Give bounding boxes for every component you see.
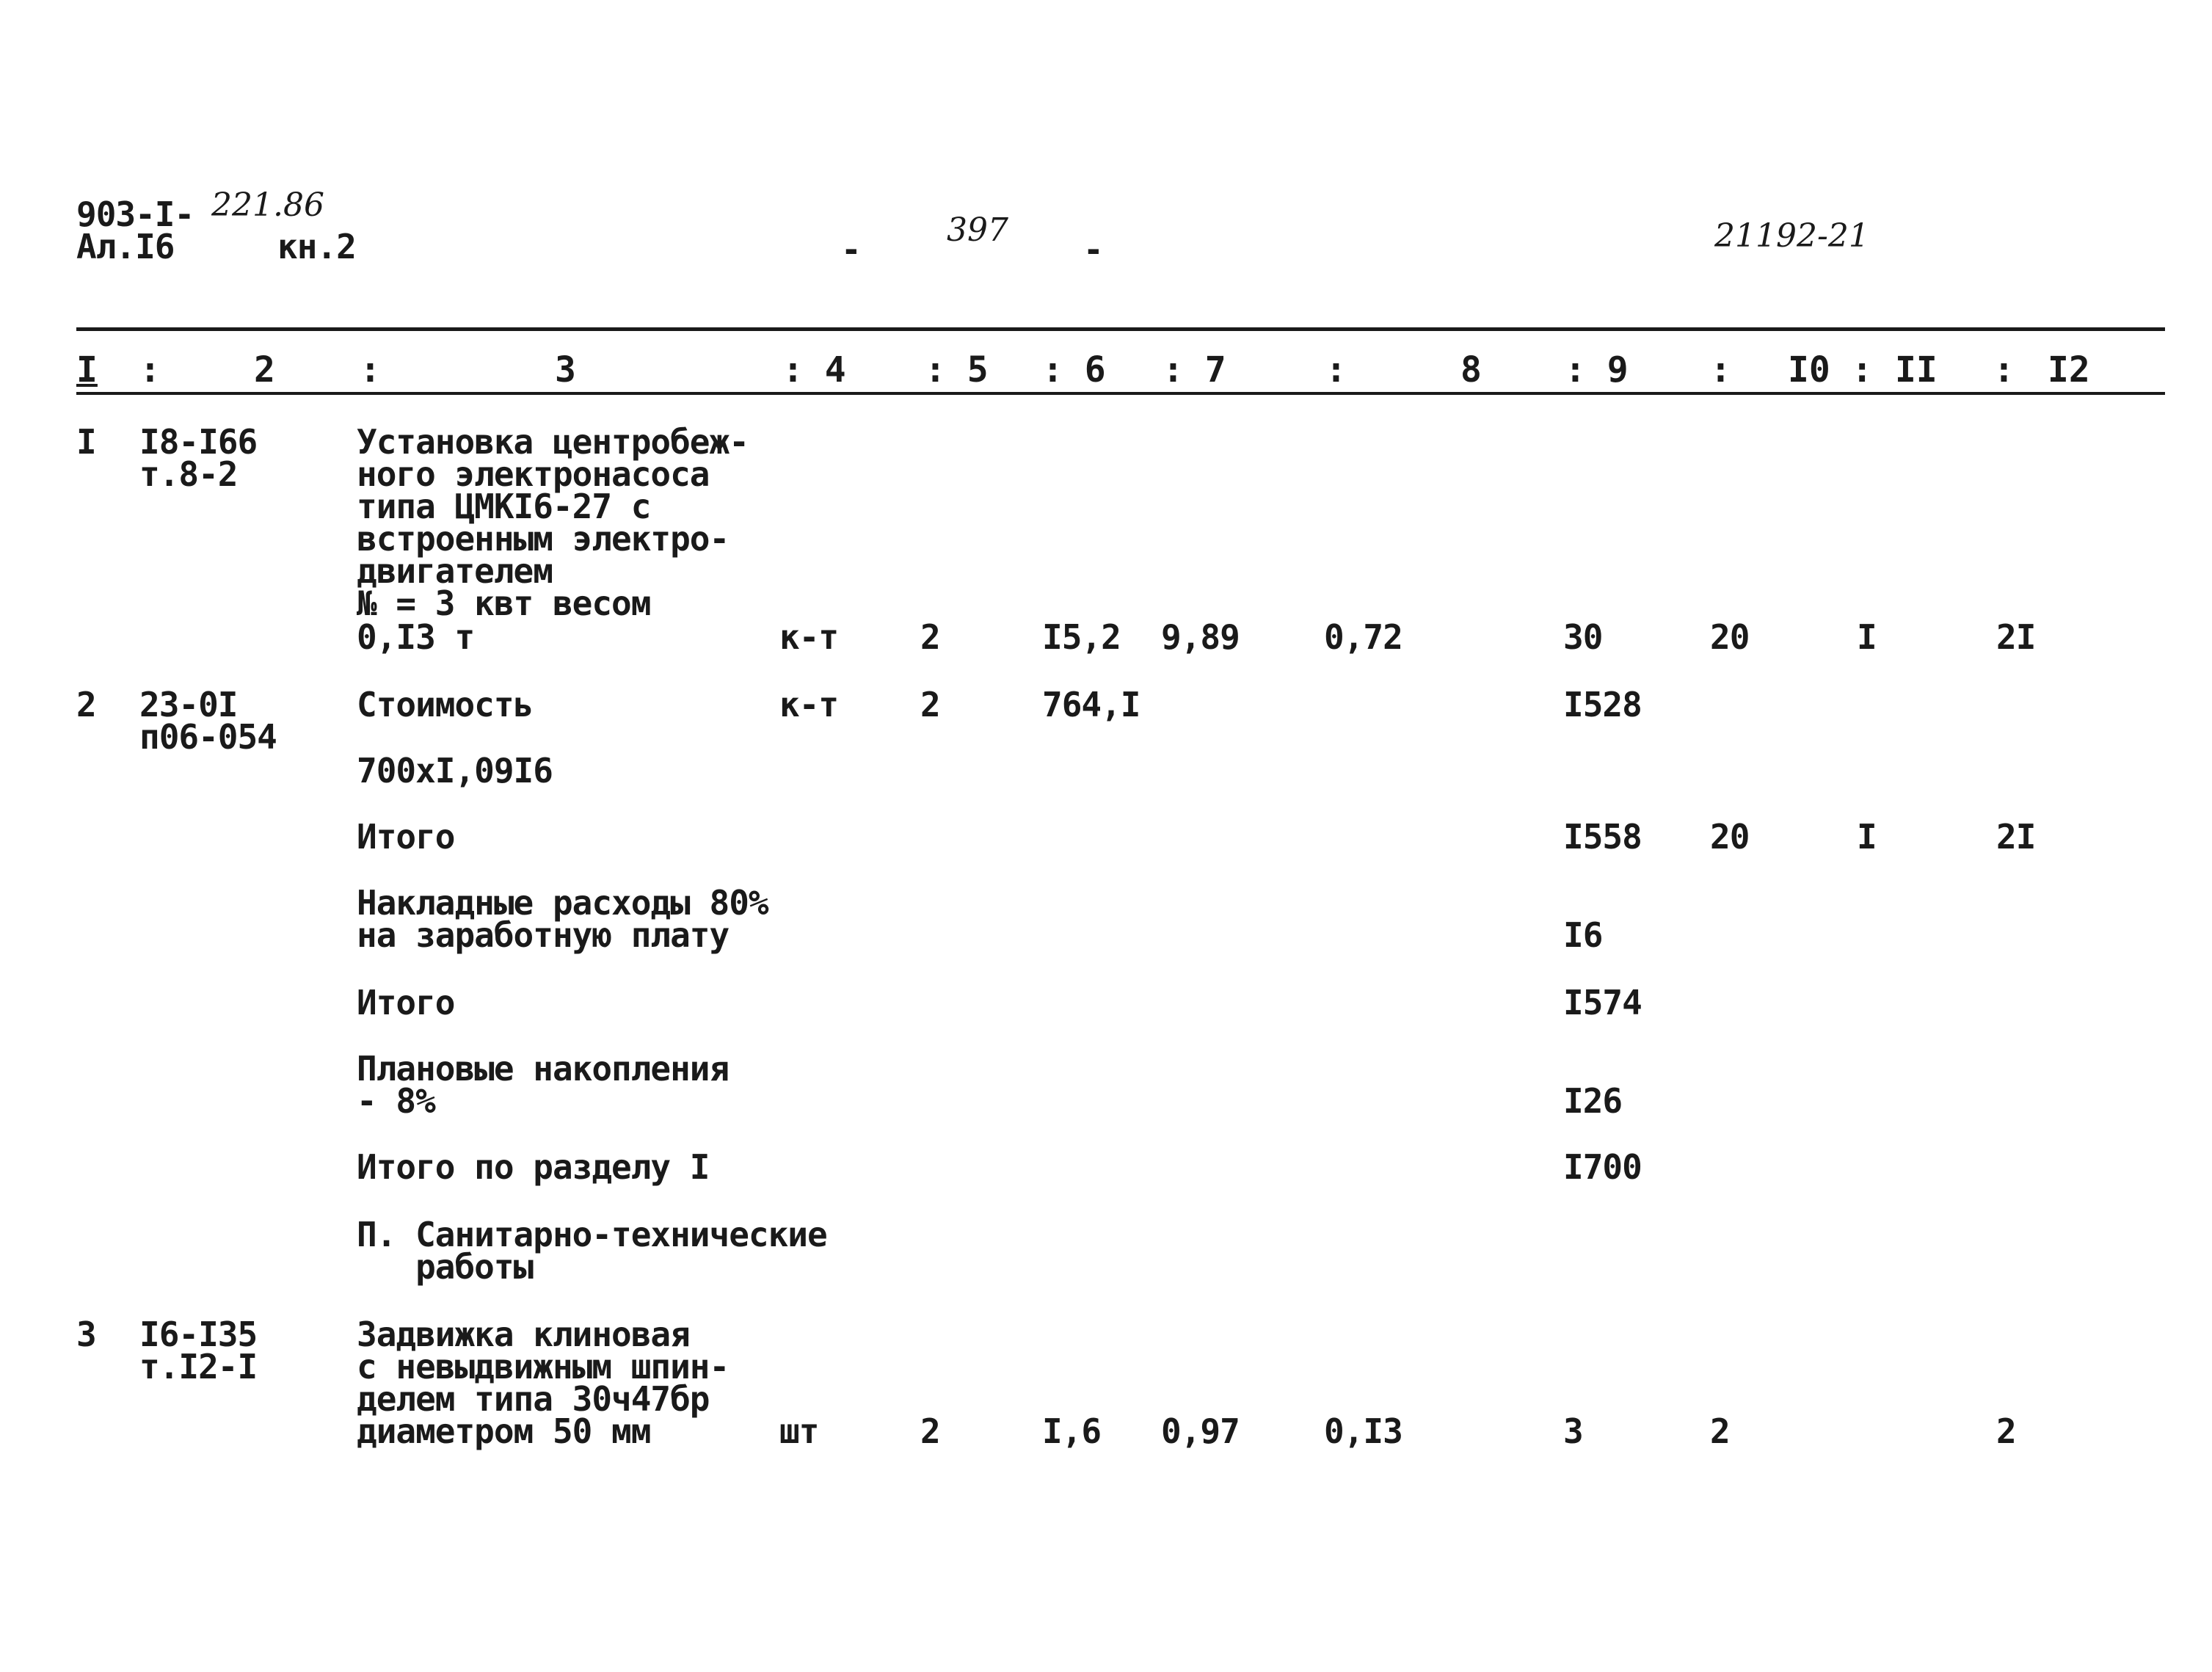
book-label: кн.2: [277, 227, 356, 266]
row-qty: 2: [920, 685, 940, 724]
doc-number: 21192-21: [1714, 217, 1869, 255]
row-code: т.I2-I: [139, 1347, 258, 1386]
col-header-1: I: [76, 349, 98, 390]
summary-col12: 2I: [1996, 817, 2036, 857]
row-qty: 2: [920, 617, 940, 657]
col-header-11: II: [1895, 349, 1938, 390]
col-header-sep: :: [139, 349, 161, 390]
summary-label: - 8%: [357, 1081, 435, 1121]
row-col7: 0,97: [1161, 1411, 1240, 1451]
summary-label: Итого: [357, 817, 455, 857]
row-col6: 764,I: [1042, 685, 1140, 724]
summary-label: Итого: [357, 983, 455, 1022]
row-description: № = 3 квт весом: [357, 584, 651, 623]
header-rule: [76, 392, 2165, 395]
summary-col9: I574: [1563, 983, 1642, 1022]
row-col9: 30: [1563, 617, 1603, 657]
col-header-12: I2: [2048, 349, 2090, 390]
col-header-sep: :: [360, 349, 381, 390]
row-col8: 0,I3: [1324, 1411, 1402, 1451]
row-col12: 2I: [1996, 617, 2036, 657]
row-description: двигателем: [357, 551, 553, 591]
row-col6: I,6: [1042, 1411, 1102, 1451]
summary-label: Накладные расходы 80%: [357, 883, 768, 923]
col-header-9: : 9: [1565, 349, 1629, 390]
col-header-10: I0 :: [1788, 349, 1873, 390]
row-col12: 2: [1996, 1411, 2016, 1451]
page-number: 397: [947, 211, 1008, 249]
page-dash-left: -: [841, 230, 861, 269]
row-description: Стоимость: [357, 685, 534, 724]
album-label: Ал.I6: [76, 227, 175, 266]
row-code: т.8-2: [139, 454, 238, 494]
summary-col9: I6: [1563, 915, 1603, 955]
row-col9: 3: [1563, 1411, 1583, 1451]
row-col8: 0,72: [1324, 617, 1402, 657]
row-description: 0,I3 т: [357, 617, 475, 657]
col-header-sep: :: [1993, 349, 2015, 390]
row-description: Задвижка клиновая: [357, 1315, 690, 1354]
row-unit: к-т: [779, 685, 839, 724]
row-code: I6-I35: [139, 1315, 258, 1354]
col-header-5: : 5: [925, 349, 989, 390]
section-title: работы: [357, 1247, 534, 1287]
row-description: делем типа 30ч47бр: [357, 1379, 710, 1419]
row-number: 3: [76, 1315, 96, 1354]
row-col9: I528: [1563, 685, 1642, 724]
row-code: I8-I66: [139, 422, 258, 462]
summary-col11: I: [1857, 817, 1877, 857]
row-col6: I5,2: [1042, 617, 1121, 657]
summary-col9: I558: [1563, 817, 1642, 857]
summary-label: Итого по разделу I: [357, 1147, 710, 1187]
row-qty: 2: [920, 1411, 940, 1451]
row-col7: 9,89: [1161, 617, 1240, 657]
row-col10: 2: [1710, 1411, 1730, 1451]
summary-label: на заработную плату: [357, 915, 730, 955]
row-code: 23-0I: [139, 685, 238, 724]
row-number: 2: [76, 685, 96, 724]
page-dash-right: -: [1083, 230, 1103, 269]
summary-col9: I26: [1563, 1081, 1623, 1121]
row-col11: I: [1857, 617, 1877, 657]
col-header-8: 8: [1460, 349, 1482, 390]
doc-code: 903-I-: [76, 195, 194, 234]
row-description-calc: 700хI,09I6: [357, 751, 553, 790]
row-description: встроенным электро-: [357, 519, 730, 559]
row-code: п06-054: [139, 717, 277, 757]
col-header-3: 3: [555, 349, 576, 390]
col-header-7: : 7: [1163, 349, 1226, 390]
doc-code-handwritten: 221.86: [211, 186, 324, 224]
col-header-4: : 4: [782, 349, 846, 390]
section-title: П. Санитарно-технические: [357, 1215, 827, 1254]
col-header-sep: :: [1325, 349, 1347, 390]
row-description: с невыдвижным шпин-: [357, 1347, 730, 1386]
summary-col10: 20: [1710, 817, 1750, 857]
col-header-6: : 6: [1042, 349, 1106, 390]
col-header-sep: :: [1710, 349, 1731, 390]
row-description: Установка центробеж-: [357, 422, 749, 462]
row-number: I: [76, 422, 96, 462]
summary-label: Плановые накопления: [357, 1049, 730, 1088]
row-unit: шт: [779, 1411, 819, 1451]
col-header-2: 2: [254, 349, 275, 390]
row-description: диаметром 50 мм: [357, 1411, 651, 1451]
row-description: ного электронасоса: [357, 454, 710, 494]
row-description: типа ЦМКI6-27 с: [357, 487, 651, 526]
top-rule: [76, 327, 2165, 331]
row-col10: 20: [1710, 617, 1750, 657]
row-unit: к-т: [779, 617, 839, 657]
summary-col9: I700: [1563, 1147, 1642, 1187]
